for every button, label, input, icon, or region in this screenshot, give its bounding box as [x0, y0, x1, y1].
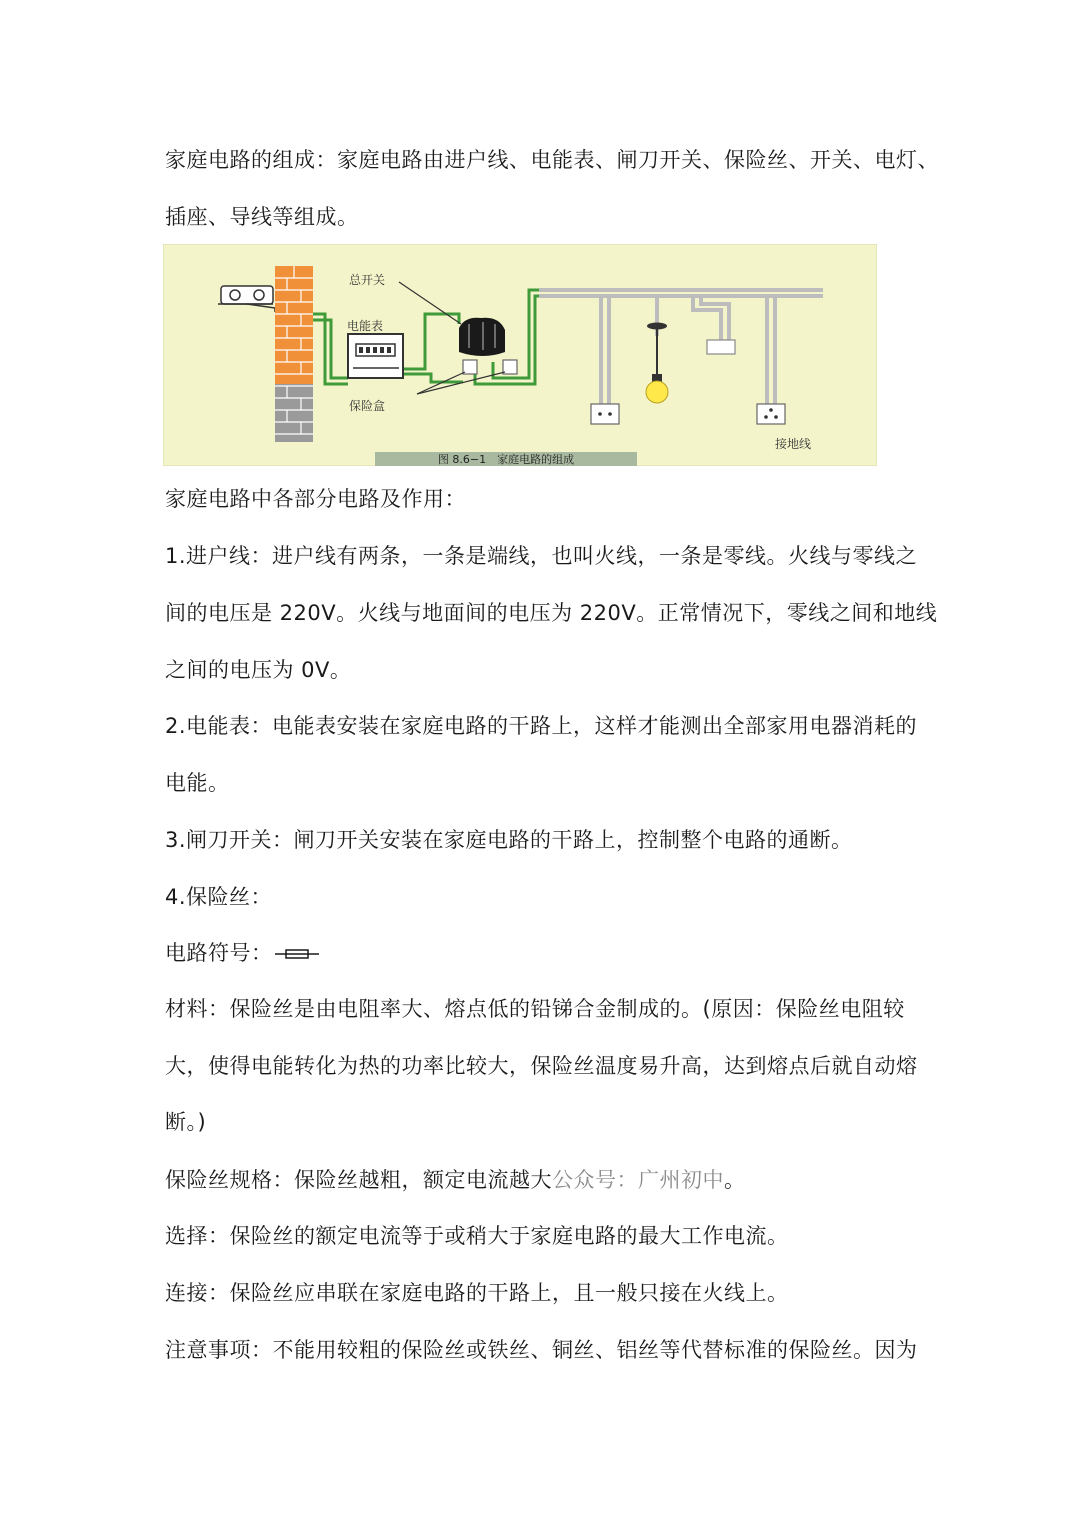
paragraph-incoming-line-3: 之间的电压为 0V。	[165, 658, 352, 682]
paragraph-meter-line-2: 电能。	[165, 771, 230, 795]
paragraph-selection: 选择：保险丝的额定电流等于或稍大于家庭电路的最大工作电流。	[165, 1224, 789, 1248]
paragraph-meter-line-1: 2.电能表：电能表安装在家庭电路的干路上，这样才能测出全部家用电器消耗的	[165, 714, 918, 738]
watermark-text: 公众号：广州初中	[552, 1168, 724, 1192]
paragraph-incoming-line-2: 间的电压是 220V。火线与地面间的电压为 220V。正常情况下，零线之间和地线	[165, 601, 938, 625]
ground-wire-label: 接地线	[775, 437, 812, 451]
grounded-socket-icon	[757, 404, 785, 424]
paragraph-incoming-line-1: 1.进户线：进户线有两条，一条是端线，也叫火线，一条是零线。火线与零线之	[165, 544, 918, 568]
fuse-box-label: 保险盒	[349, 399, 386, 413]
paragraph-knife-switch: 3.闸刀开关：闸刀开关安装在家庭电路的干路上，控制整个电路的通断。	[165, 828, 853, 852]
paragraph-precautions: 注意事项：不能用较粗的保险丝或铁丝、铜丝、铝丝等代替标准的保险丝。因为	[165, 1338, 918, 1362]
power-socket-icon	[591, 404, 619, 424]
paragraph-fuse-symbol	[165, 938, 925, 968]
paragraph-material-line-2: 大，使得电能转化为热的功率比较大，保险丝温度易升高，达到熔点后就自动熔	[165, 1054, 918, 1078]
paragraph-connection: 连接：保险丝应串联在家庭电路的干路上，且一般只接在火线上。	[165, 1281, 789, 1305]
paragraph-composition-line-1: 家庭电路的组成：家庭电路由进户线、电能表、闸刀开关、保险丝、开关、电灯、	[165, 148, 939, 172]
paragraph-parts-heading: 家庭电路中各部分电路及作用：	[165, 487, 466, 511]
fuse-spec-text: 保险丝规格：保险丝越粗，额定电流越大	[165, 1168, 552, 1192]
electric-meter-icon	[348, 334, 403, 378]
household-circuit-figure	[163, 244, 877, 466]
main-switch-label: 总开关	[349, 273, 386, 287]
paragraph-material-line-1: 材料：保险丝是由电阻率大、熔点低的铅锑合金制成的。(原因：保险丝电阻较	[165, 997, 905, 1021]
main-switch-icon	[459, 318, 505, 356]
paragraph-fuse-heading: 4.保险丝：	[165, 885, 273, 909]
meter-label: 电能表	[347, 319, 384, 333]
fuse-spec-end: 。	[724, 1168, 746, 1192]
fuse-symbol-label: 电路符号：	[165, 941, 273, 965]
fuse-box-icon	[463, 360, 477, 374]
wall-switch-icon	[707, 340, 735, 354]
paragraph-fuse-spec	[165, 1165, 925, 1195]
fuse-symbol-icon	[275, 946, 319, 962]
figure-caption: 图 8.6−1 家庭电路的组成	[437, 453, 575, 466]
paragraph-composition-line-2: 插座、导线等组成。	[165, 205, 359, 229]
fuse-box-icon	[503, 360, 517, 374]
brick-wall	[275, 266, 313, 442]
paragraph-material-line-3: 断。)	[165, 1110, 207, 1134]
figure-background	[163, 244, 877, 466]
